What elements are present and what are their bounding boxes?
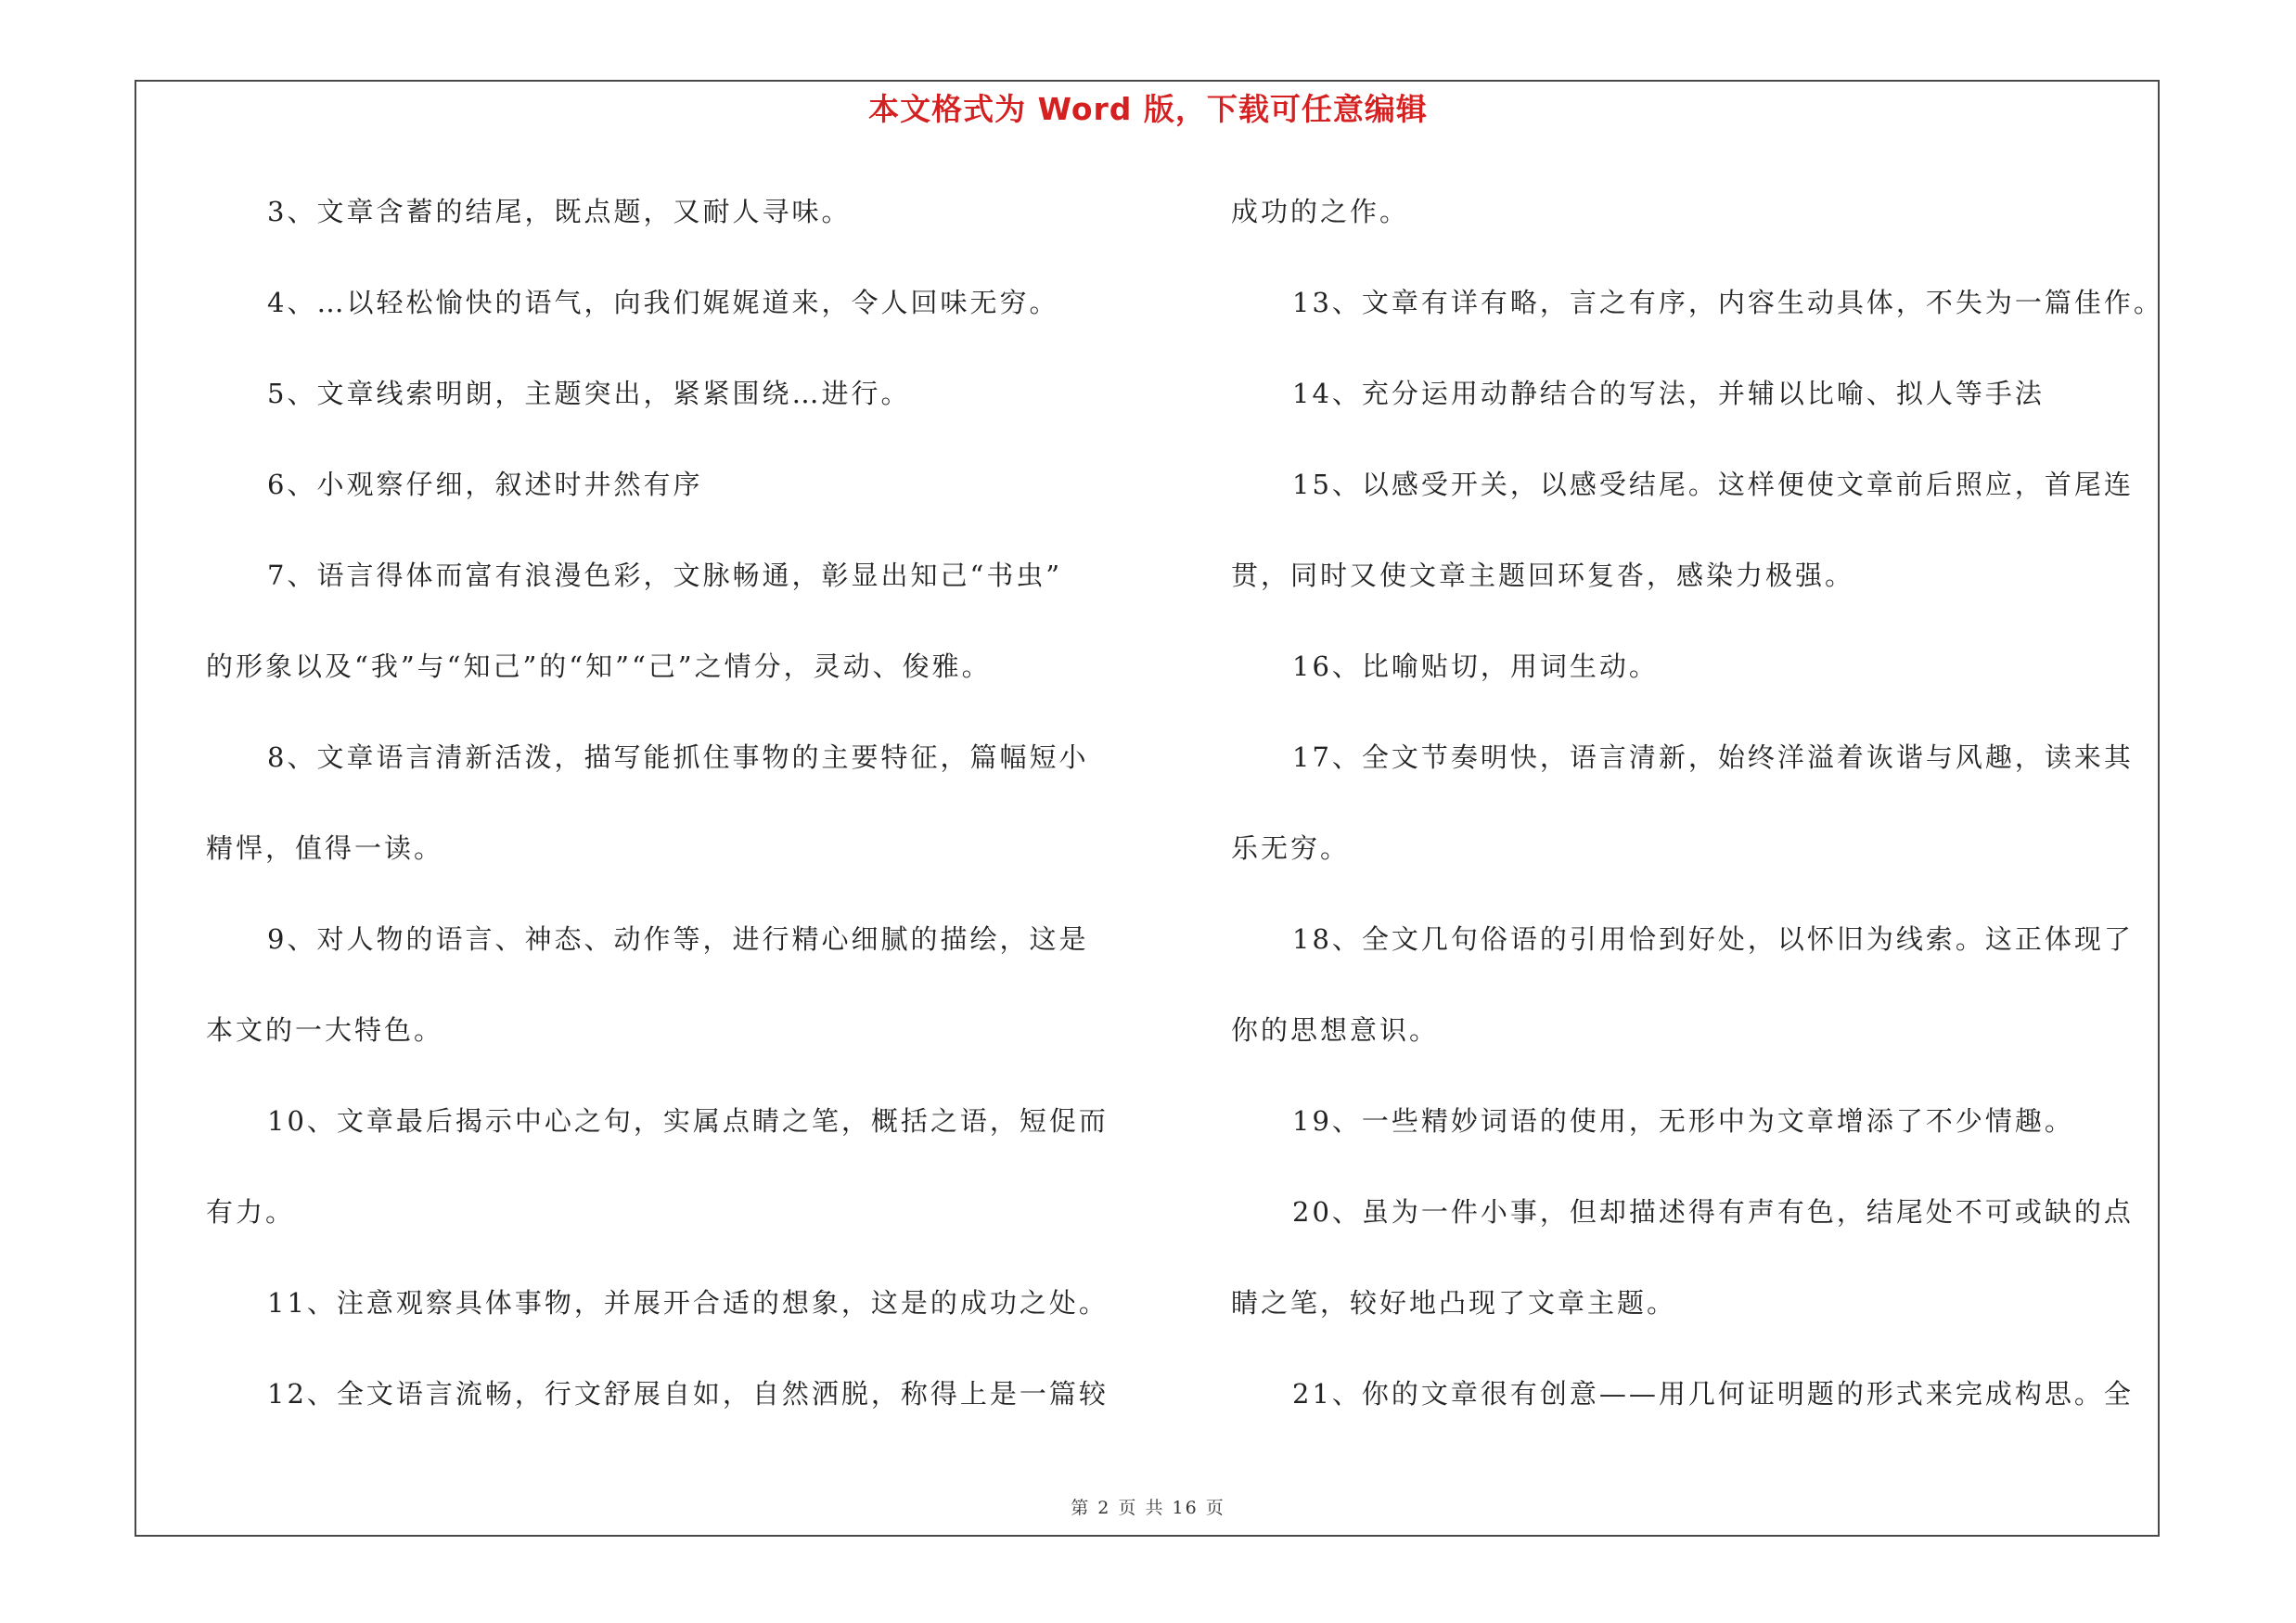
page-number-footer: 第 2 页 共 16 页 — [1071, 1498, 1225, 1518]
comment-continuation-line: 乐无穷。 — [1231, 832, 1351, 864]
comment-line: 18、全文几句俗语的引用恰到好处，以怀旧为线索。这正体现了 — [1292, 923, 2134, 955]
comment-line: 12、全文语言流畅，行文舒展自如，自然洒脱，称得上是一篇较 — [267, 1378, 1109, 1410]
comment-continuation-line: 睛之笔，较好地凸现了文章主题。 — [1231, 1287, 1677, 1319]
format-notice-banner: 本文格式为 Word 版，下载可任意编辑 — [868, 91, 1428, 127]
comment-line: 16、比喻贴切，用词生动。 — [1292, 650, 1659, 682]
comment-line: 8、文章语言清新活泼，描写能抓住事物的主要特征，篇幅短小 — [267, 741, 1089, 773]
comment-line: 6、小观察仔细，叙述时井然有序 — [267, 469, 703, 500]
comment-line: 20、虽为一件小事，但却描述得有声有色，结尾处不可或缺的点 — [1292, 1196, 2134, 1228]
comment-line: 5、文章线索明朗，主题突出，紧紧围绕…进行。 — [267, 378, 911, 409]
comment-line: 13、文章有详有略，言之有序，内容生动具体，不失为一篇佳作。 — [1292, 287, 2163, 318]
comment-continuation-line: 成功的之作。 — [1231, 196, 1410, 227]
comment-line: 11、注意观察具体事物，并展开合适的想象，这是的成功之处。 — [267, 1287, 1109, 1319]
comment-continuation-line: 的形象以及“我”与“知己”的“知”“己”之情分，灵动、俊雅。 — [206, 650, 992, 682]
comment-continuation-line: 有力。 — [206, 1196, 296, 1228]
comment-continuation-line: 你的思想意识。 — [1231, 1014, 1440, 1046]
comment-line: 9、对人物的语言、神态、动作等，进行精心细腻的描绘，这是 — [267, 923, 1089, 955]
comment-continuation-line: 本文的一大特色。 — [206, 1014, 444, 1046]
comment-line: 21、你的文章很有创意——用几何证明题的形式来完成构思。全 — [1292, 1378, 2134, 1410]
comment-line: 10、文章最后揭示中心之句，实属点睛之笔，概括之语，短促而 — [267, 1105, 1109, 1137]
comment-continuation-line: 贯，同时又使文章主题回环复沓，感染力极强。 — [1231, 560, 1855, 591]
comment-line: 7、语言得体而富有浪漫色彩，文脉畅通，彰显出知己“书虫” — [267, 560, 1063, 591]
comment-continuation-line: 精悍，值得一读。 — [206, 832, 444, 864]
comment-line: 15、以感受开关，以感受结尾。这样便使文章前后照应，首尾连 — [1292, 469, 2134, 500]
comment-line: 14、充分运用动静结合的写法，并辅以比喻、拟人等手法 — [1292, 378, 2045, 409]
comment-line: 17、全文节奏明快，语言清新，始终洋溢着诙谐与风趣，读来其 — [1292, 741, 2134, 773]
comment-line: 19、一些精妙词语的使用，无形中为文章增添了不少情趣。 — [1292, 1105, 2074, 1137]
comment-line: 4、…以轻松愉快的语气，向我们娓娓道来，令人回味无穷。 — [267, 287, 1059, 318]
comment-line: 3、文章含蓄的结尾，既点题，又耐人寻味。 — [267, 196, 852, 227]
